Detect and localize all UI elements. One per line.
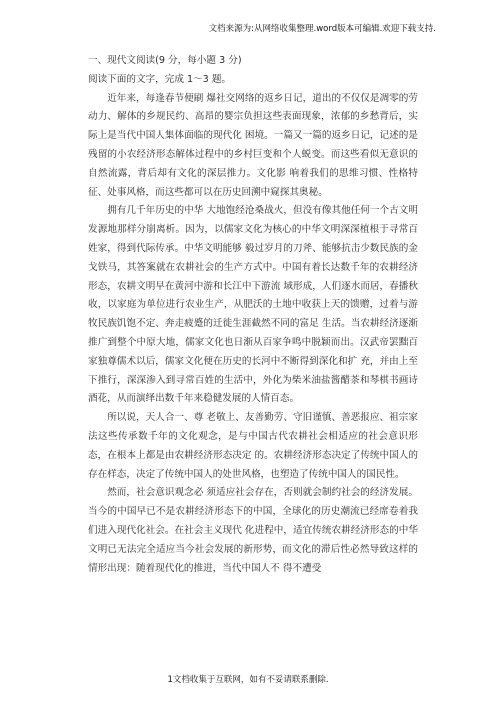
paragraph-2: 拥有几千年历史的中华 大地饱经沧桑战火，但没有像其他任何一个古文明发源地那样分崩离析。因为，以儒家文化为核心的中华文明深深植根于寻常百姓家，得到代际传承。中华文明能够 毅过岁月的刀斧、能够抗击少数民族的金戈铁马，其答案就在农耕社会的生产方式中。中国有着长达数千年的农耕经济形态，农耕文明早在黄河中游和长江中下游流 域形成，人们逐水而居，春播秋收，以家庭为单位进行农业生产，从肥沃的土地中收获上天的馈赠，过着与游牧民族饥饱不定、奔走疲蹙的迁徙生涯截然不同的富足 生活。当农耕经济逐渐推广到整个中原大地，儒家文化也日渐从百家争鸣中脱颖而出。汉武帝罢黜百家独尊儒术以后，儒家文化便在历史的长河中不断得到深化和扩 充，并由上至下推行，深深渗入到寻常百姓的生活中，外化为柴米油盐酱醋茶和琴棋书画诗酒花，从而演绎出数千年来稳健发展的人情百态。 <box>88 205 418 405</box>
paragraph-4: 然而，社会意识观念必 须适应社会存在，否则就会制约社会的经济发展。当今的中国早已不是农耕经济形态下的中国，全球化的历史潮流已经席卷着我们进入现代化社会。在社会主义现代 化进程中，适宜传统农耕经济形态的中华文明已无法完全适应当今社会发展的新形势，而文化的滞后性必然导致这样的情形出现：随着现代化的推进，当代中国人不 得不遭受 <box>88 487 418 574</box>
section-title: 一、现代文阅读(9 分，每小题 3 分) <box>88 55 242 66</box>
paragraph-1: 近年来，每逢春节便刷 爆社交网络的返乡日记，道出的不仅仅是凋零的劳动力、解体的乡规民约、高昂的婴宗负担这些表面现象，浓郁的乡愁背后，实际上是当代中国人集体面临的现代化 困境。一篇又一篇的返乡日记，记述的是残留的小农经济形态解体过程中的乡村巨变和个人蜕变。而这些看似无意识的自然流露，背后却有文化的深层推力。文化影 响着我们的思维习惯、性格特征、处事风格，而这些都可以在历史回溯中窥探其奥秘。 <box>88 92 418 198</box>
paragraph-3: 所以说，天人合一、尊 老敬上、友善勤劳、守旧谨慎、善恶报应、祖宗家法这些传承数千年的文化观念，是与中国古代农耕社会相适应的社会意识形态，在根本上都是由农耕经济形态决定 的。农耕经济形态决定了传统中国人的存在样态，决定了传统中国人的处世风格，也塑造了传统中国人的国民性。 <box>88 412 418 480</box>
instruction-line: 阅读下面的文字，完成 1～3 题。 <box>88 73 232 85</box>
page-footer: 1文档收集于互联网，如有不妥请联系删除. <box>167 675 329 685</box>
document-body <box>88 52 418 578</box>
page-header: 文档来源为:从网络收集整理.word版本可编辑.欢迎下载支持. <box>208 24 436 34</box>
